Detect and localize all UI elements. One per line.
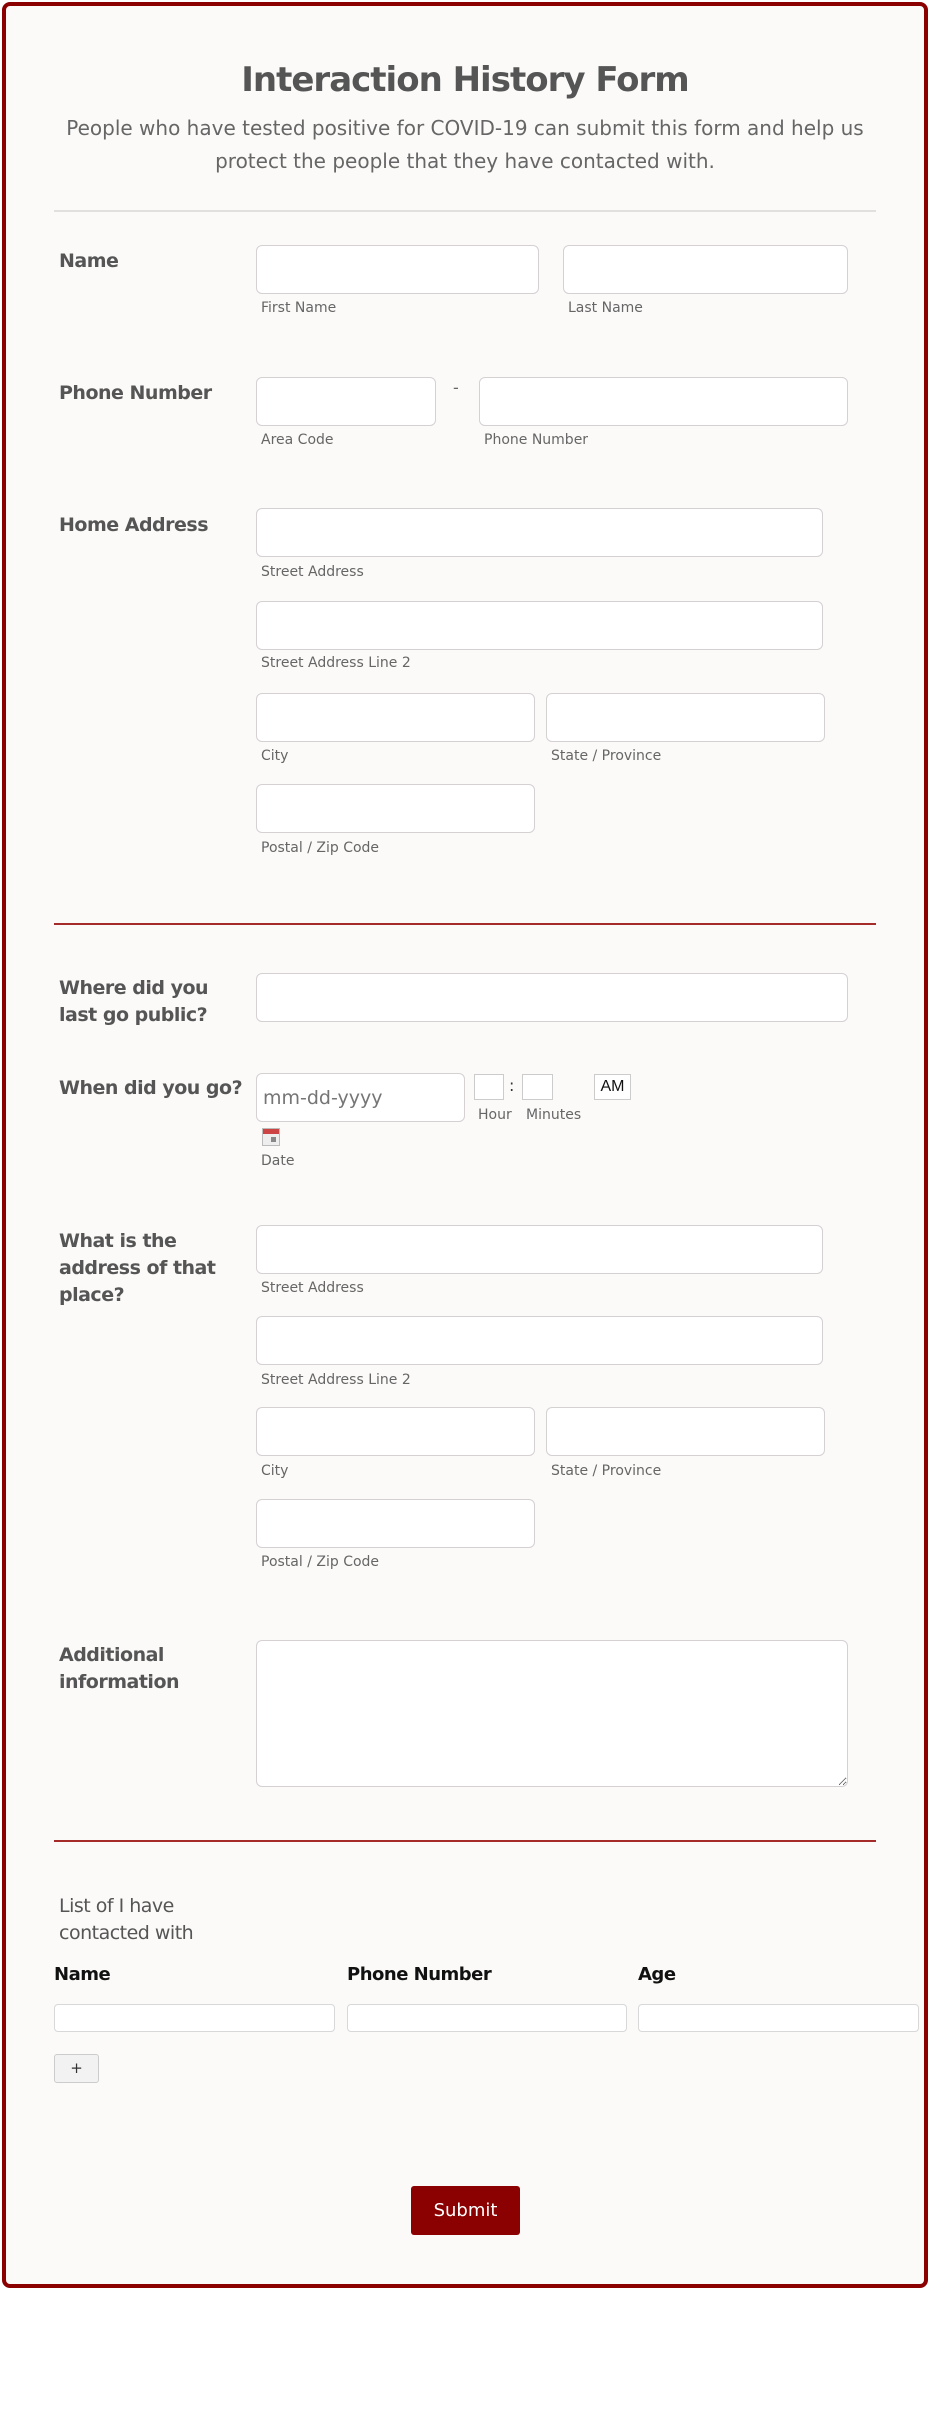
phone-separator: - <box>453 378 459 397</box>
home-state-input[interactable] <box>546 693 825 742</box>
home-city-sublabel: City <box>261 748 289 764</box>
home-street-sublabel: Street Address <box>261 564 364 580</box>
home-address-label: Home Address <box>59 514 209 536</box>
first-name-sublabel: First Name <box>261 300 337 316</box>
first-name-input[interactable] <box>256 245 539 294</box>
add-row-button[interactable]: + <box>54 2054 99 2083</box>
contact-phone-input[interactable] <box>347 2004 627 2032</box>
date-input[interactable] <box>256 1073 465 1122</box>
place-zip-input[interactable] <box>256 1499 535 1548</box>
section-divider <box>54 923 876 925</box>
last-name-input[interactable] <box>563 245 848 294</box>
phone-label: Phone Number <box>59 382 212 404</box>
additional-info-textarea[interactable] <box>256 1640 848 1787</box>
place-zip-sublabel: Postal / Zip Code <box>261 1554 380 1570</box>
date-sublabel: Date <box>261 1153 295 1169</box>
hour-input[interactable] <box>474 1074 504 1100</box>
form-title: Interaction History Form <box>241 60 689 100</box>
time-colon: : <box>509 1076 515 1095</box>
home-street2-input[interactable] <box>256 601 823 650</box>
home-zip-sublabel: Postal / Zip Code <box>261 840 380 856</box>
phone-number-input[interactable] <box>479 377 848 426</box>
place-state-sublabel: State / Province <box>551 1463 662 1479</box>
place-street-sublabel: Street Address <box>261 1280 364 1296</box>
place-street-input[interactable] <box>256 1225 823 1274</box>
contact-name-input[interactable] <box>54 2004 335 2032</box>
calendar-icon[interactable] <box>262 1128 280 1146</box>
contacts-label: List of I have contacted with <box>59 1895 194 1944</box>
minutes-input[interactable] <box>522 1074 553 1100</box>
place-city-sublabel: City <box>261 1463 289 1479</box>
home-street2-sublabel: Street Address Line 2 <box>261 655 411 671</box>
minutes-sublabel: Minutes <box>526 1107 582 1123</box>
home-street-input[interactable] <box>256 508 823 557</box>
form-description: People who have tested positive for COVID-19 can submit this form and help us protect the people that they have contacted with. <box>66 116 864 173</box>
additional-info-label: Additional information <box>59 1644 180 1693</box>
place-address-label: What is the address of that place? <box>59 1230 216 1306</box>
place-state-input[interactable] <box>546 1407 825 1456</box>
submit-button[interactable]: Submit <box>411 2186 520 2235</box>
column-header-phone: Phone Number <box>347 1964 492 1985</box>
column-header-age: Age <box>638 1964 676 1985</box>
name-label: Name <box>59 250 119 272</box>
hour-sublabel: Hour <box>478 1107 512 1123</box>
home-city-input[interactable] <box>256 693 535 742</box>
place-street2-input[interactable] <box>256 1316 823 1365</box>
where-label: Where did you last go public? <box>59 977 209 1026</box>
phone-number-sublabel: Phone Number <box>484 432 589 448</box>
area-code-sublabel: Area Code <box>261 432 334 448</box>
home-zip-input[interactable] <box>256 784 535 833</box>
area-code-input[interactable] <box>256 377 436 426</box>
column-header-name: Name <box>54 1964 111 1985</box>
where-input[interactable] <box>256 973 848 1022</box>
when-label: When did you go? <box>59 1077 243 1099</box>
contact-age-input[interactable] <box>638 2004 919 2032</box>
place-street2-sublabel: Street Address Line 2 <box>261 1372 411 1388</box>
home-state-sublabel: State / Province <box>551 748 662 764</box>
divider <box>54 210 876 212</box>
place-city-input[interactable] <box>256 1407 535 1456</box>
last-name-sublabel: Last Name <box>568 300 643 316</box>
section-divider-2 <box>54 1840 876 1842</box>
ampm-select[interactable]: AM <box>594 1074 631 1100</box>
